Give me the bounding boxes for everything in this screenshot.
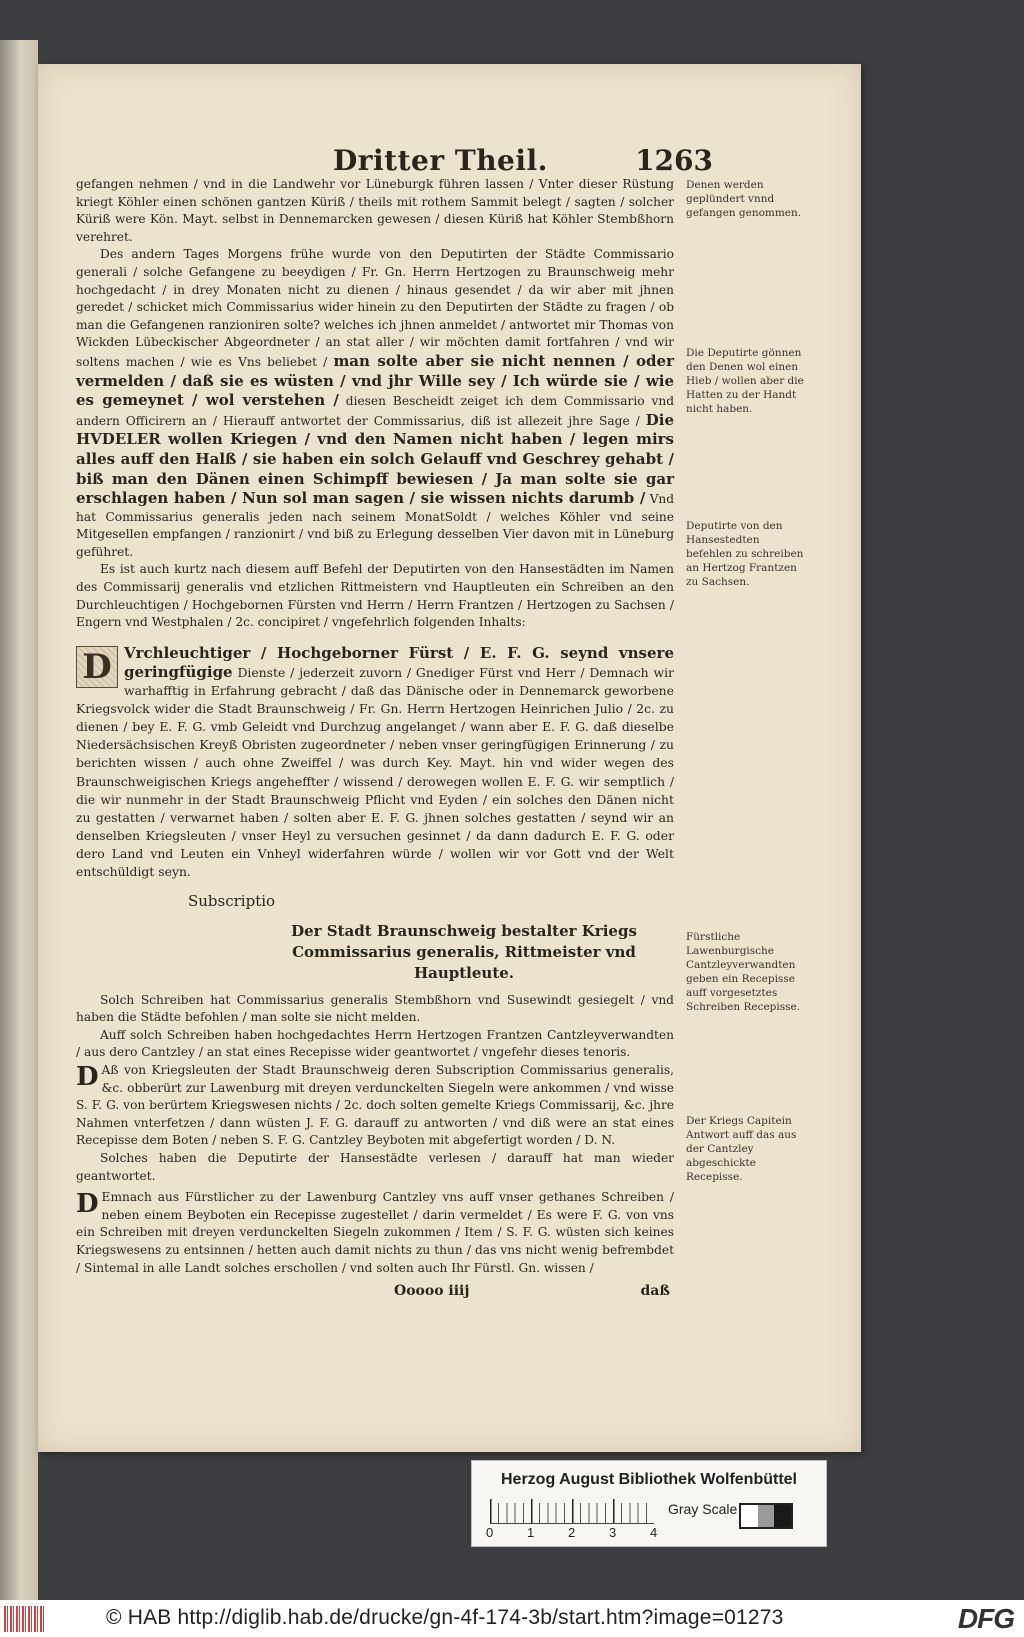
main-text-column [76,176,674,1303]
letter [76,644,674,881]
catchword: daß [640,1283,670,1300]
initial-letter: D [76,1189,99,1220]
margin-note: Deputirte von den Hansestedten befehlen zu schreiben an Hertzog Frantzen zu Sachsen. [686,520,804,588]
paragraph: Solches haben die Deputirte der Hansestädte verlesen / darauff hat man wieder geantwortet. [76,1151,674,1183]
paragraph [76,1189,674,1277]
book-page [38,64,861,1452]
swatch-white [741,1505,758,1527]
barcode-icon [4,1606,44,1632]
subscriptio-label: Subscriptio [188,892,276,911]
paragraph: gefangen nehmen / vnd in die Landwehr vor Lüneburgk führen lassen / Vnter dieser Rüstung kriegt Köhler einen schönen gantzen Küriß / theils mit rothem Sammit belegt / sagten / solcher Küriß were Kön. Mayt. selbst in Dennemarcken gewesen / diesen Küriß hat Köhler Stembßhorn verehret. [76,177,674,244]
text-run: Aß von Kriegsleuten der Stadt Braunschweig deren Subscription Commissarius generalis, &c. obberürt zur Lawenburg mit dreyen verdunckelten Siegeln were ankommen / vnd wisse S. F. G. von berürtem Kriegswesen nichts / 2c. doch solten gemelte Kriegs Commissarij, &c. jhre Nahmen vnterfetzen / dann wüsten J. F. G. darauff zu antworten / vnd diß were an stat eines Recepisse dem Boten / neben S. F. G. Cantzley Beyboten mit abgefertigt worden / D. N. [76,1063,674,1148]
page-number: 1263 [635,144,713,177]
running-title: Dritter Theil. [333,144,548,177]
letter-body: Dienste / jederzeit zuvorn / Gnediger Fürst vnd Herr / Demnach wir warhafftig in Erfahrung gebracht / daß das Dänische oder in Dennemarck geworbene Kriegsvolck wider die Stadt Braunschweig / Fr. Gn. Herrn Hertzogen Heinrichen Julio / 2c. zu dienen / bey E. F. G. vmb Geleidt vnd Durchzug angelanget / wann aber E. F. G. daß dieselbe Niedersächsischen Kreyß Obristen zugeordneter / neben vnser geringfügigen Erinnerung / zu berichten wissen / auch ohne Zweiffel / was durch Key. Mayt. hin vnd wider wegen des Braunschweigischen Kriegs angeheffter / wissend / derowegen wollen E. F. G. wir semptlich / die wir nunmehr in der Stadt Braunschweig Pflicht vnd Eyden / ein solches den Dänen nicht zu gestatten / verwarnet haben / solten aber E. F. G. jhnen solches gestatten / seynd wir an denselben Kriegsleuten / vnser Heyl zu versuchen gesinnet / da dann dadurch E. F. G. oder dero Land vnd Leuten ein Vnheyl widerfahren würde / wollen wir vor Gott vnd der Welt entschüldigt seyn. [76,664,674,879]
text-run: Des andern Tages Morgens frühe wurde von den Deputirten der Städte Commissario generali / solche Gefangene zu beeydigen / Fr. Gn. Herrn Hertzogen zu Braunschweig mehr hochgedacht / in drey Monaten nicht zu dienen / hinaus gesendet / da wir aber mit jhnen geredet / schicket mich Commissarius wider hinein zu den Deputirten der Städte zu fragen / ob man die Gefangenen ranzioniren solte? welches ich jhnen anmeldet / antwortet mir Thomas von Wickden Lübeckischer Abgeordneter / an stat aller / wir möchten damit fortfahren / vnd wir soltens machen / wie es Vns beliebet / [76,247,674,369]
emphasized-text: man solte aber sie nicht nennen / oder vermelden / daß sie es wüsten / vnd jhr Wille sey / Ich würde sie / wie es gemeynet / wol verstehen / [76,351,674,410]
text-run: Emnach aus Fürstlicher zu der Lawenburg Cantzley vns auff vnser gethanes Schreiben / neben einem Beyboten ein Recepisse zugestellet / darin vermeldet / Es were F. G. von vns ein Schreiben mit dreyen verdunckelten Siegeln zukommen / Item / S. F. G. wüsten sich keines Kriegswesens zu entsinnen / hetten auch damit nichts zu thun / das vns nicht wenig befrembdet / Sintemal in alle Landt solches erschollen / vnd solten auch Ihr Fürstl. Gn. wissen / [76,1190,674,1275]
swatch-black [774,1505,791,1527]
ruler-number: 2 [568,1525,576,1540]
footer-credit-link[interactable]: © HAB http://diglib.hab.de/drucke/gn-4f-174-3b/start.htm?image=01273 [106,1606,784,1629]
ruler-number: 3 [609,1525,617,1540]
ruler-numbers [486,1525,676,1541]
swatch-gray [758,1505,775,1527]
ruler-number: 4 [650,1525,658,1540]
letter-opening: Vrchleuchtiger / Hochgeborner Fürst / E. F. G. seynd vnsere geringfügige [124,643,674,681]
paragraph [76,1062,674,1150]
letter-signature: Der Stadt Braunschweig bestalter Kriegs Commissarius generalis, Rittmeister vnd Hauptleute. [291,921,637,982]
library-color-card [471,1460,827,1547]
emphasized-text: Die HVDELER wollen Kriegen / vnd den Namen nicht haben / legen mirs alles auff den Halß / sie haben ein solch Gelauff vnd Geschrey gehabt / biß man den Dänen einen Schimpff bewiesen / Ja man solte sie gar erschlagen haben / Nun sol man sagen / sie wissen nichts darumb / [76,410,675,508]
footer-bar [0,1600,1024,1637]
margin-note: Fürstliche Lawenburgische Cantzleyverwandten geben ein Recepisse auff vorgesetztes Schreiben Recepisse. [686,931,801,1013]
text-run: Vnd hat Commissarius generalis jeden nach seinem MonatSoldt / welches Köhler vnd seine Mitgesellen empfangen / ranzionirt / vnd biß zu Erlegung desselben Vier davon mit in Lüneburg geführet. [76,492,675,559]
adjacent-page-edge [0,40,38,1600]
scale-ruler [490,1499,654,1524]
paragraph: Es ist auch kurtz nach diesem auff Befehl der Deputirten von den Hansestädten im Namen des Commissarij generalis vnd etzlichen Rittmeistern vnd Hauptleuten ein Schreiben an den Durchleuchtigen / Hochgebornen Fürsten vnd Herrn / Herrn Frantzen / Hertzogen zu Sachsen / Engern vnd Westphalen / 2c. concipiret / vngefehrlich folgenden Inhalts: [76,562,674,630]
page-footer-line [76,1283,674,1303]
library-name: Herzog August Bibliothek Wolfenbüttel [501,1471,797,1488]
signature-mark: Ooooo iiij [394,1283,470,1300]
grayscale-swatch [739,1503,793,1529]
margin-note: Denen werden geplündert vnnd gefangen genommen. [686,179,802,219]
text-run: diesen Bescheidt zeiget ich dem Commissario vnd andern Officirern an / Hierauff antwortet der Commissarius, diß ist allezeit jhre Sage / [76,394,675,428]
grayscale-label: Gray Scale [668,1501,738,1517]
paragraph: Auff solch Schreiben haben hochgedachtes Herrn Hertzogen Frantzen Cantzleyverwandten / aus dero Cantzley / an stat eines Recepisse wider geantwortet / vngefehr dieses tenoris. [76,1027,674,1060]
dfg-logo: DFG [957,1603,1014,1634]
initial-letter: D [76,1062,99,1093]
ruler-major-ticks [490,1499,654,1523]
margin-note: Der Kriegs Capitein Antwort auff das aus der Cantzley abgeschickte Recepisse. [686,1115,797,1183]
paragraph: Solch Schreiben hat Commissarius generalis Stembßhorn vnd Susewindt gesiegelt / vnd haben die Städte befohlen / man solte sie nicht melden. [76,992,674,1025]
ruler-number: 0 [486,1525,494,1540]
decorated-initial: D [76,646,118,688]
margin-note: Die Deputirte gönnen den Denen wol einen Hieb / wollen aber die Hatten zu der Handt nicht haben. [686,347,804,415]
ruler-number: 1 [527,1525,535,1540]
paragraph [76,246,674,561]
